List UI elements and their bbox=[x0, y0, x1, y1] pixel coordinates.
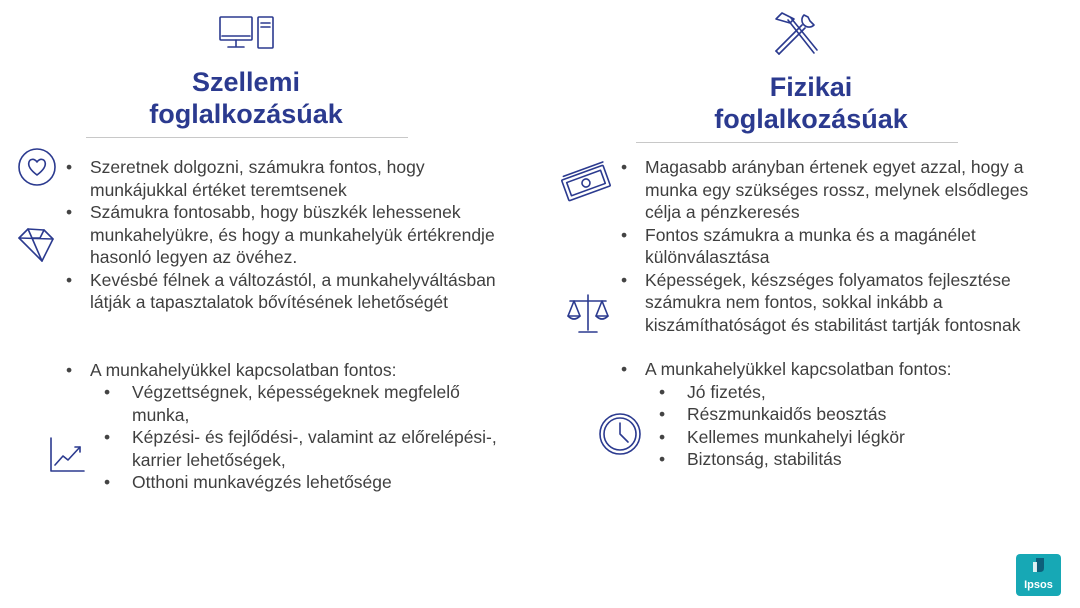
right-title-line1: Fizikai bbox=[769, 72, 853, 102]
right-important-list bbox=[645, 381, 1049, 471]
hammer-wrench-icon bbox=[768, 9, 824, 59]
list-item: • Kevésbé félnek a változástól, a munkahelyváltásban látják a tapasztalatok bővítésének lehetőségét bbox=[64, 269, 504, 314]
right-title-line2: foglalkozásúak bbox=[714, 104, 908, 134]
heart-icon bbox=[17, 147, 57, 187]
computer-icon bbox=[218, 15, 276, 51]
left-important-section bbox=[64, 359, 504, 494]
right-title-divider bbox=[636, 142, 958, 143]
list-item: • Jó fizetés, bbox=[645, 381, 1049, 404]
list-item: • Otthoni munkavégzés lehetősége bbox=[90, 471, 504, 494]
list-item: • Biztonság, stabilitás bbox=[645, 448, 1049, 471]
logo-mark-icon bbox=[1016, 554, 1061, 578]
diamond-icon bbox=[16, 226, 56, 264]
list-item: • Kellemes munkahelyi légkör bbox=[645, 426, 1049, 449]
list-item: • Fontos számukra a munka és a magánélet különválasztása bbox=[619, 224, 1049, 269]
list-item: • Képzési- és fejlődési-, valamint az előrelépési-, karrier lehetőségek, bbox=[90, 426, 504, 471]
left-title-divider bbox=[86, 137, 408, 138]
list-item: • Magasabb arányban értenek egyet azzal, hogy a munka egy szükséges rossz, melynek elsődleges célja a pénzkeresés bbox=[619, 156, 1049, 224]
left-title-line1: Szellemi bbox=[191, 67, 301, 97]
left-bullet-list bbox=[64, 156, 504, 494]
list-item: • Részmunkaidős beosztás bbox=[645, 403, 1049, 426]
list-item: • Végzettségnek, képességeknek megfelelő munka, bbox=[90, 381, 504, 426]
logo-text: Ipsos bbox=[1024, 579, 1053, 591]
left-important-list bbox=[90, 381, 504, 494]
money-icon bbox=[558, 160, 614, 206]
right-bullet-list bbox=[619, 156, 1049, 471]
right-title bbox=[636, 72, 986, 134]
list-item: • Számukra fontosabb, hogy büszkék lehessenek munkahelyükre, és hogy a munkahelyük értékrendje hasonló legyen az övéhez. bbox=[64, 201, 504, 269]
list-item: • Képességek, készséges folyamatos fejlesztése számukra nem fontos, sokkal inkább a kiszámíthatóságot és stabilitást tartják fontosnak bbox=[619, 269, 1049, 337]
right-important-section bbox=[619, 358, 1049, 471]
left-title bbox=[86, 67, 406, 129]
scales-icon bbox=[565, 292, 611, 336]
ipsos-logo bbox=[1016, 554, 1061, 596]
left-title-line2: foglalkozásúak bbox=[149, 99, 343, 129]
right-important-heading: A munkahelyükkel kapcsolatban fontos: bbox=[645, 359, 952, 379]
left-important-heading: A munkahelyükkel kapcsolatban fontos: bbox=[90, 359, 397, 380]
list-item: • Szeretnek dolgozni, számukra fontos, hogy munkájukkal értéket teremtsenek bbox=[64, 156, 504, 201]
